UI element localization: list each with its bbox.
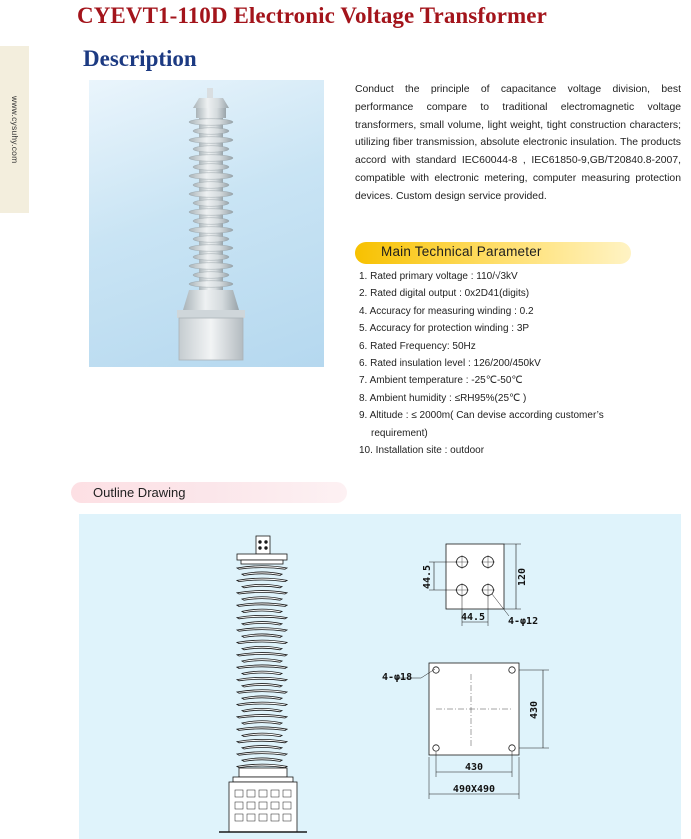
dim-base-height: 430 — [529, 700, 540, 720]
parameter-item — [359, 303, 679, 320]
outline-drawing — [79, 514, 681, 839]
parameter-item — [359, 355, 679, 372]
dim-base-holes: 4-φ18 — [382, 672, 413, 683]
parameter-text: 8. Ambient humidity : ≤RH95%(25℃ ) — [359, 392, 527, 404]
parameter-text: 2. Rated digital output : 0x2D41(digits) — [359, 288, 530, 300]
outline-heading-banner — [71, 482, 347, 503]
parameter-text: 1. Rated primary voltage : 110/√3kV — [359, 271, 518, 282]
parameter-item — [359, 285, 679, 302]
parameter-text: 6. Rated Frequency: 50Hz — [359, 340, 476, 352]
parameter-item — [359, 372, 679, 389]
dim-top-pitch-v: 44.5 — [422, 564, 433, 590]
page-title: CYEVT1-110D Electronic Voltage Transformer — [77, 3, 547, 28]
dim-base-size: 490X490 — [452, 784, 496, 795]
parameter-item — [359, 268, 679, 285]
parameter-list — [359, 268, 679, 459]
parameter-text: 9. Altitude : ≤ 2000m( Can devise according customer’s — [359, 410, 604, 422]
dim-top-holes: 4-φ12 — [508, 616, 539, 627]
parameter-text: 4. Accuracy for measuring winding : 0.2 — [359, 305, 534, 317]
parameter-text: 5. Accuracy for protection winding : 3P — [359, 323, 530, 335]
parameter-item — [359, 390, 679, 407]
base-plate-view — [397, 663, 549, 799]
parameter-item — [359, 442, 679, 459]
side-url-text: www.cysuhy.com — [10, 95, 20, 164]
outline-heading: Outline Drawing — [93, 485, 186, 500]
dim-top-pitch-h: 44.5 — [461, 612, 486, 623]
parameter-text: 10. Installation site : outdoor — [359, 445, 485, 457]
outline-drawing-svg — [79, 514, 681, 839]
parameter-item — [359, 338, 679, 355]
dim-top-height: 120 — [517, 567, 528, 587]
dim-base-pitch: 430 — [464, 762, 484, 773]
transformer-photo-icon — [89, 80, 324, 367]
parameter-text: 6. Rated insulation level : 126/200/450kV — [359, 358, 541, 370]
parameter-item — [359, 407, 679, 442]
transformer-side-view — [219, 536, 307, 832]
parameter-heading-banner — [355, 242, 631, 264]
parameter-text: 7. Ambient temperature : -25℃-50℃ — [359, 375, 523, 387]
parameter-text-continued: requirement) — [371, 427, 428, 439]
description-heading: Description — [83, 46, 197, 71]
parameter-heading: Main Technical Parameter — [381, 244, 542, 259]
parameter-item — [359, 320, 679, 337]
transformer-photo — [89, 80, 324, 367]
description-text: Conduct the principle of capacitance voltage division, best performance compare to traditional electromagnetic voltage transformers, small volume, light weight, tight construction characters; utilizing fiber transmission, absolute electronic insulation. The products accord with standard IEC60044-8 , IEC61850-9,GB/T20840.8-2007, compatible with electronic metering, computer measuring protection devices. Custom design service provided. — [355, 84, 681, 202]
side-tab — [0, 46, 29, 213]
